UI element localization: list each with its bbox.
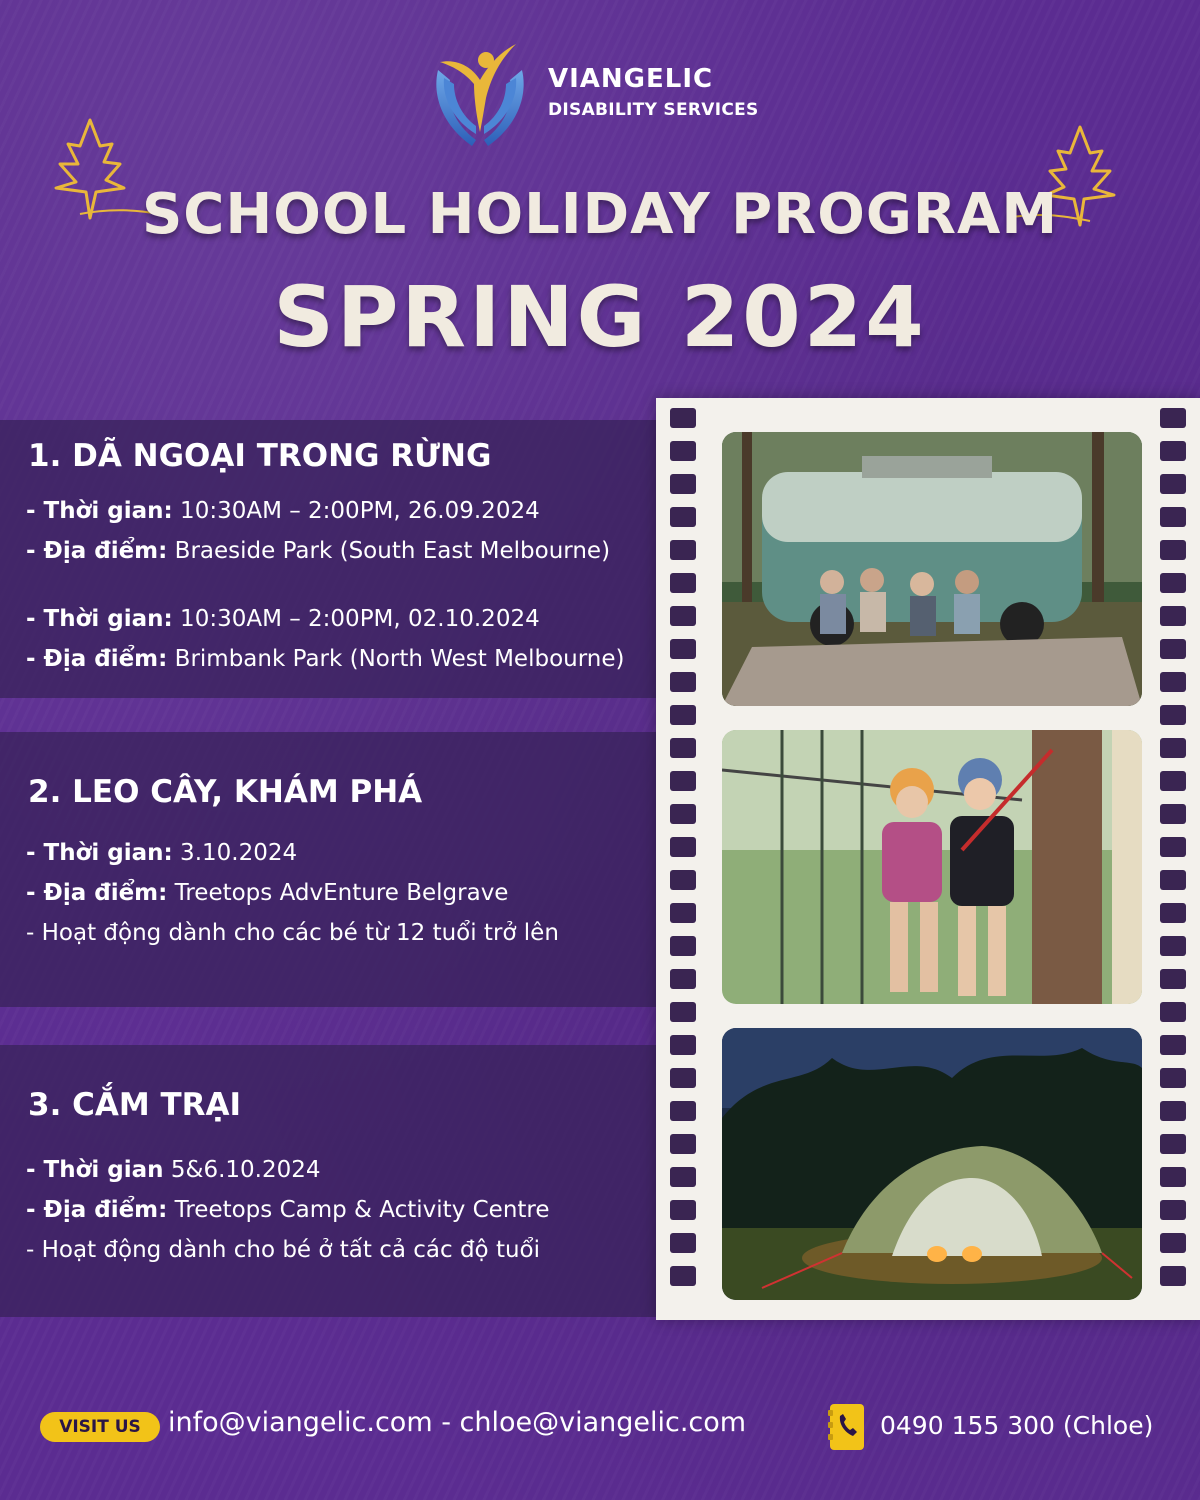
film-hole [670, 771, 696, 791]
film-hole [670, 804, 696, 824]
film-sprocket-holes [1160, 408, 1186, 1308]
location-line: - Địa điểm: Braeside Park (South East Melbourne) [26, 538, 611, 564]
picnic-van-photo [722, 432, 1142, 706]
schedule-line: - Thời gian: 10:30AM – 2:00PM, 02.10.2024 [26, 606, 540, 632]
film-hole [1160, 837, 1186, 857]
film-hole [1160, 606, 1186, 626]
film-hole [670, 1266, 696, 1286]
film-hole [670, 837, 696, 857]
film-hole [670, 969, 696, 989]
camping-tent-photo [722, 1028, 1142, 1300]
film-hole [1160, 672, 1186, 692]
film-hole [670, 738, 696, 758]
hands-figure-icon [430, 40, 530, 152]
film-hole [670, 441, 696, 461]
section-panel-picnic [0, 420, 660, 698]
film-hole [1160, 639, 1186, 659]
film-hole [670, 507, 696, 527]
season-title: SPRING 2024 [273, 268, 927, 366]
film-hole [670, 705, 696, 725]
film-hole [1160, 1068, 1186, 1088]
film-hole [670, 1200, 696, 1220]
film-hole [1160, 804, 1186, 824]
brand-name: VIANGELIC [548, 64, 714, 94]
film-hole [670, 606, 696, 626]
film-hole [670, 936, 696, 956]
age-note-line: - Hoạt động dành cho các bé từ 12 tuổi trở lên [26, 920, 559, 946]
film-hole [1160, 705, 1186, 725]
film-hole [1160, 474, 1186, 494]
film-sprocket-holes [670, 408, 696, 1308]
film-hole [1160, 1200, 1186, 1220]
phone-number[interactable]: 0490 155 300 (Chloe) [880, 1411, 1154, 1440]
age-note-line: - Hoạt động dành cho bé ở tất cả các độ tuổi [26, 1237, 540, 1263]
brand-subtitle: DISABILITY SERVICES [548, 100, 759, 120]
section-title: 1. DÃ NGOẠI TRONG RỪNG [28, 438, 492, 474]
location-line: - Địa điểm: Brimbank Park (North West Melbourne) [26, 646, 625, 672]
program-title: SCHOOL HOLIDAY PROGRAM [141, 182, 1059, 247]
film-hole [1160, 1101, 1186, 1121]
section-title: 3. CẮM TRẠI [28, 1087, 242, 1123]
film-hole [670, 1134, 696, 1154]
film-hole [670, 1068, 696, 1088]
film-hole [670, 573, 696, 593]
film-hole [1160, 936, 1186, 956]
schedule-line: - Thời gian: 10:30AM – 2:00PM, 26.09.2024 [26, 498, 540, 524]
film-hole [670, 903, 696, 923]
section-title: 2. LEO CÂY, KHÁM PHÁ [28, 774, 423, 810]
film-hole [1160, 1002, 1186, 1022]
location-line: - Địa điểm: Treetops AdvEnture Belgrave [26, 880, 509, 906]
film-hole [670, 474, 696, 494]
location-line: - Địa điểm: Treetops Camp & Activity Centre [26, 1197, 550, 1223]
film-hole [1160, 903, 1186, 923]
film-hole [670, 1101, 696, 1121]
film-hole [1160, 969, 1186, 989]
brand-logo [430, 40, 790, 152]
phone-book-icon [826, 1402, 868, 1452]
film-hole [670, 870, 696, 890]
visit-us-badge: VISIT US [40, 1412, 160, 1442]
film-hole [1160, 1035, 1186, 1055]
film-hole [670, 1002, 696, 1022]
section-panel-camping [0, 1045, 660, 1317]
film-hole [670, 1167, 696, 1187]
film-hole [1160, 1266, 1186, 1286]
section-panel-tree-climbing [0, 732, 660, 1007]
film-hole [1160, 573, 1186, 593]
contact-emails[interactable]: info@viangelic.com - chloe@viangelic.com [168, 1407, 747, 1438]
film-hole [1160, 1167, 1186, 1187]
film-hole [670, 1233, 696, 1253]
film-hole [670, 672, 696, 692]
film-hole [670, 540, 696, 560]
film-hole [670, 639, 696, 659]
film-hole [1160, 771, 1186, 791]
schedule-line: - Thời gian: 3.10.2024 [26, 840, 298, 866]
film-hole [1160, 1134, 1186, 1154]
film-hole [1160, 507, 1186, 527]
film-hole [1160, 441, 1186, 461]
film-strip [656, 398, 1200, 1320]
film-hole [1160, 870, 1186, 890]
film-hole [670, 1035, 696, 1055]
film-hole [1160, 408, 1186, 428]
film-hole [1160, 540, 1186, 560]
schedule-line: - Thời gian 5&6.10.2024 [26, 1157, 321, 1183]
film-hole [670, 408, 696, 428]
film-hole [1160, 738, 1186, 758]
film-hole [1160, 1233, 1186, 1253]
tree-climbing-photo [722, 730, 1142, 1004]
